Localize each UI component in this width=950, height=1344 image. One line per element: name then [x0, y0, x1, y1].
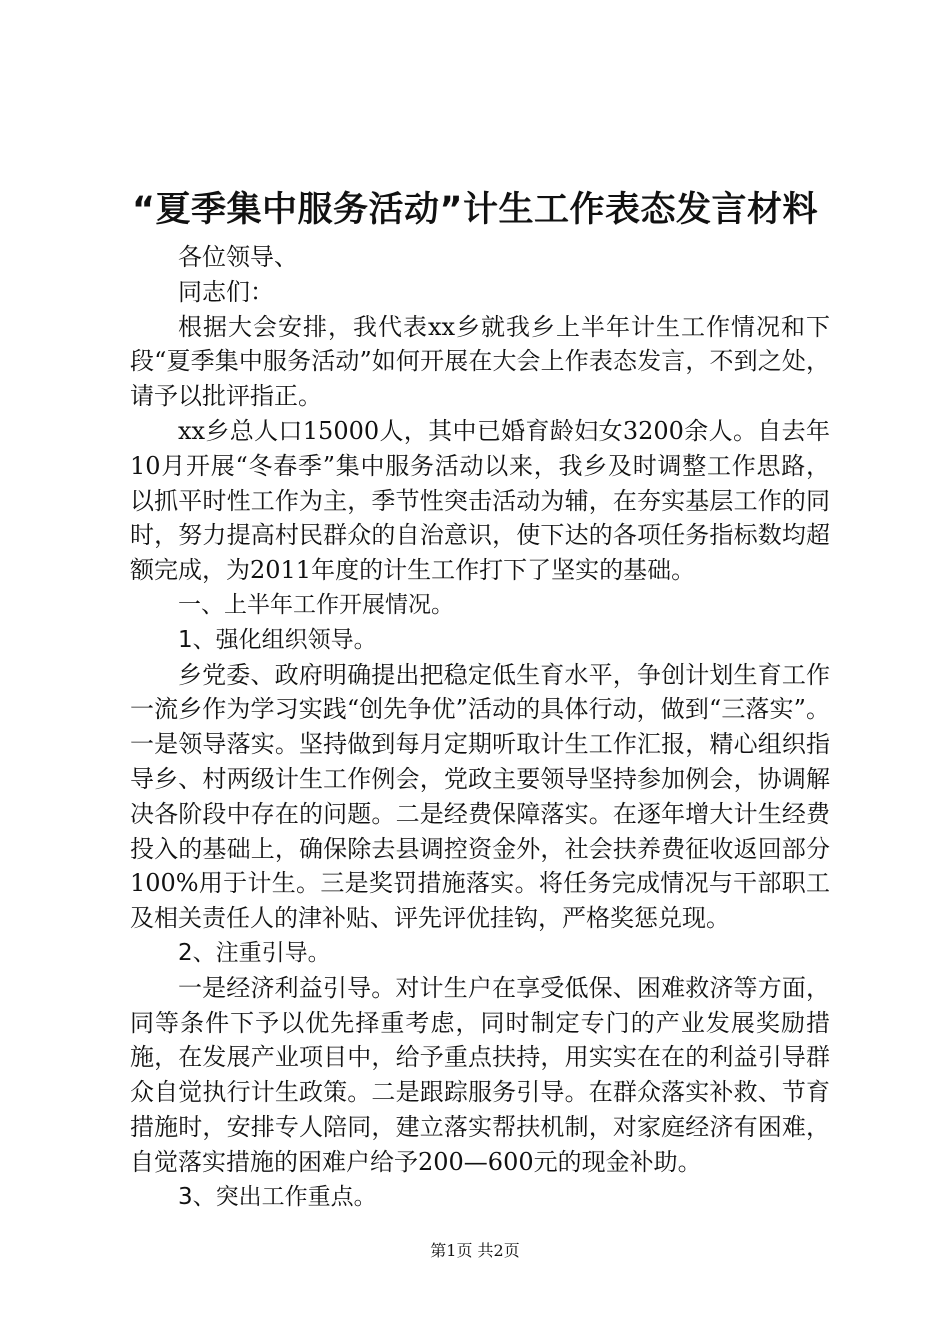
- salutation-comrades: 同志们：: [178, 277, 274, 306]
- section-1-heading: 一、上半年工作开展情况。: [178, 591, 454, 618]
- salutation-leaders: 各位领导、: [178, 243, 298, 271]
- document-body: [130, 240, 830, 1214]
- document-title: “夏季集中服务活动”计生工作表态发言材料: [131, 190, 818, 230]
- page-number-footer: 第1页 共2页: [430, 1241, 520, 1260]
- overview-paragraph: xx乡总人口15000人，其中已婚育龄妇女3200余人。自去年10月开展“冬春季”集中服务活动以来，我乡及时调整工作思路，以抓平时性工作为主，季节性突击活动为辅，在夯实基层工作的同时，努力提高村民群众的自治意识，使下达的各项任务指标数均超额完成，为2011年度的计生工作打下了坚实的基础。: [130, 416, 830, 585]
- item-3-heading: 3、突出工作重点。: [178, 1183, 377, 1210]
- item-2-heading: 2、注重引导。: [178, 939, 331, 966]
- item-2-paragraph: 一是经济利益引导。对计生户在享受低保、困难救济等方面，同等条件下予以优先择重考虑，同时制定专门的产业发展奖励措施，在发展产业项目中，给予重点扶持，用实实在在的利益引导群众自觉执行计生政策。二是跟踪服务引导。在群众落实补救、节育措施时，安排专人陪同，建立落实帮扶机制，对家庭经济有困难，自觉落实措施的困难户给予200—600元的现金补助。: [130, 973, 830, 1176]
- item-1-paragraph: 乡党委、政府明确提出把稳定低生育水平，争创计划生育工作一流乡作为学习实践“创先争优”活动的具体行动，做到“三落实”。一是领导落实。坚持做到每月定期听取计生工作汇报，精心组织指导乡、村两级计生工作例会，党政主要领导坚持参加例会，协调解决各阶段中存在的问题。二是经费保障落实。在逐年增大计生经费投入的基础上，确保除去县调控资金外，社会扶养费征收返回部分100%用于计生。三是奖罚措施落实。将任务完成情况与干部职工及相关责任人的津补贴、评先评优挂钩，严格奖惩兑现。: [130, 660, 830, 933]
- item-1-heading: 1、强化组织领导。: [178, 626, 377, 653]
- intro-paragraph: 根据大会安排，我代表xx乡就我乡上半年计生工作情况和下段“夏季集中服务活动”如何开展在大会上作表态发言，不到之处，请予以批评指正。: [130, 312, 830, 411]
